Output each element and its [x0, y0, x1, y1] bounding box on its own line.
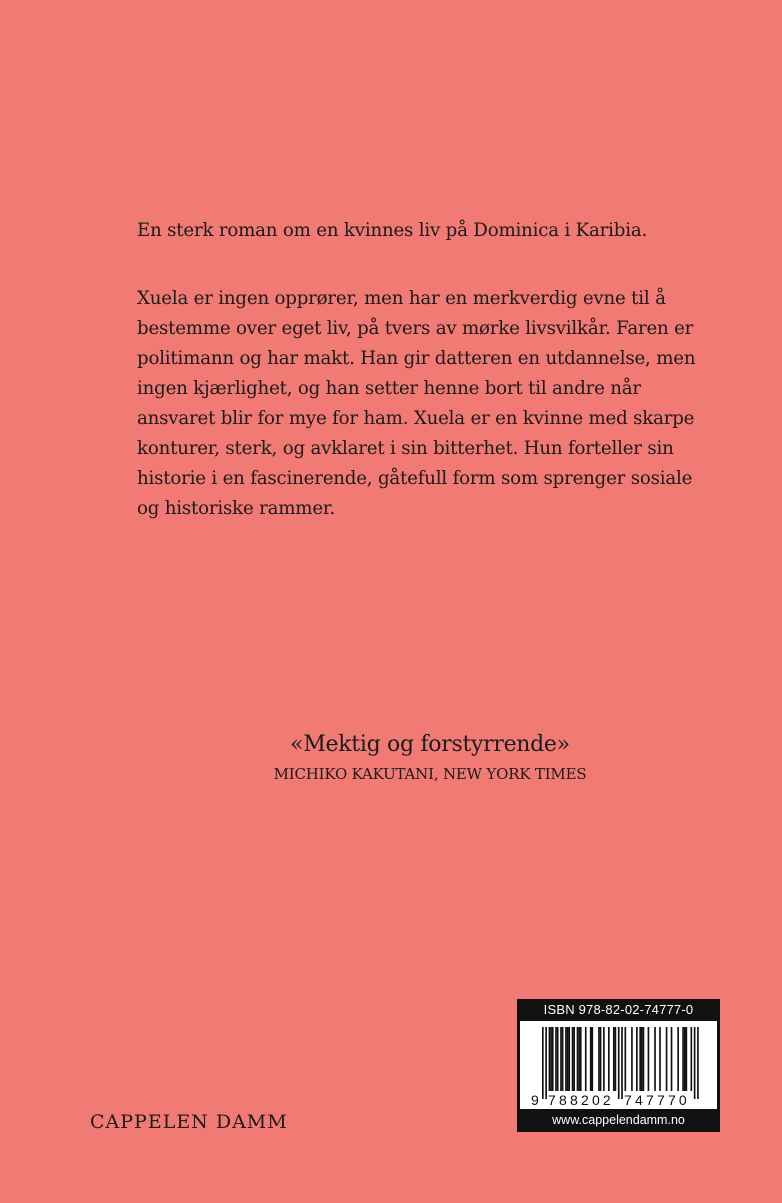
- publisher-website: www.cappelendamm.no: [552, 1113, 685, 1127]
- barcode-bar: [572, 1027, 574, 1091]
- blurb-body: Xuela er ingen opprører, men har en merkverdig evne til å bestemme over eget liv, på tvers av mørke livsvilkår. Faren er politimann og har makt. Han gir datteren en utdannelse, men ingen kjærlighet, og han setter henne bort til andre når ansvaret blir for mye for ham. Xuela er en kvinne med skarpe konturer, sterk, og avklaret i sin bitterhet. Hun forteller sin historie i en fascinerende, gåtefull form som sprenger sosiale og historiske rammer.: [137, 288, 696, 519]
- barcode-bar: [598, 1027, 600, 1091]
- barcode-bar: [578, 1027, 580, 1091]
- barcode-bar: [684, 1027, 686, 1091]
- barcode-bar: [542, 1027, 544, 1099]
- barcode-bar: [697, 1027, 699, 1099]
- barcode-bar: [691, 1027, 693, 1091]
- quote-source: MICHIKO KAKUTANI, NEW YORK TIMES: [273, 765, 587, 783]
- barcode-bar: [557, 1027, 559, 1091]
- barcode-bar: [648, 1027, 650, 1091]
- barcode-bar: [618, 1027, 620, 1099]
- barcode-bar: [643, 1027, 645, 1091]
- barcode-bar: [573, 1027, 575, 1091]
- barcode-bar: [565, 1027, 567, 1091]
- barcode-lead-digit: 9: [531, 1092, 539, 1108]
- barcode-bar: [590, 1027, 592, 1091]
- barcode-bar: [659, 1027, 661, 1091]
- barcode-bar: [568, 1027, 570, 1091]
- barcode-bar: [639, 1027, 641, 1091]
- barcode-bar: [560, 1027, 562, 1091]
- barcode-bars: [520, 1021, 717, 1109]
- barcode-bar: [549, 1027, 551, 1091]
- barcode-bar: [613, 1027, 615, 1091]
- barcode-right-digits: 747770: [624, 1092, 690, 1108]
- barcode-bar: [615, 1027, 617, 1091]
- barcode-bar: [552, 1027, 554, 1091]
- barcode-bar: [562, 1027, 564, 1091]
- barcode-bar: [603, 1027, 605, 1091]
- barcode-bar: [682, 1027, 684, 1091]
- barcode-bar: [631, 1027, 633, 1091]
- barcode-bar: [654, 1027, 656, 1091]
- barcode-bar: [580, 1027, 582, 1091]
- publisher-logo: CAPPELEN DAMM: [90, 1111, 288, 1133]
- blurb: [137, 216, 717, 562]
- barcode-bar: [545, 1027, 547, 1099]
- barcode-bar: [686, 1027, 688, 1091]
- isbn-number: ISBN 978-82-02-74777-0: [543, 1002, 694, 1017]
- barcode-bar: [641, 1027, 643, 1091]
- barcode-left-digits: 788202: [548, 1092, 614, 1108]
- barcode-bar: [694, 1027, 696, 1099]
- barcode-bar: [555, 1027, 557, 1091]
- quote-text: «Mektig og forstyrrende»: [290, 732, 570, 757]
- barcode-bar: [592, 1027, 594, 1091]
- barcode-bar: [550, 1027, 552, 1091]
- barcode-panel: [517, 999, 720, 1132]
- barcode-bar: [625, 1027, 627, 1091]
- barcode-bar: [677, 1027, 679, 1091]
- barcode-bar: [600, 1027, 602, 1091]
- barcode-bar: [577, 1027, 579, 1091]
- barcode-bar: [636, 1027, 638, 1091]
- barcode-bar: [666, 1027, 668, 1091]
- barcode-bar: [671, 1027, 673, 1091]
- barcode-bar: [621, 1027, 623, 1099]
- barcode: [520, 1021, 717, 1109]
- barcode-bar: [585, 1027, 587, 1091]
- barcode-bar: [567, 1027, 569, 1091]
- barcode-bar: [608, 1027, 610, 1091]
- review-quote: [240, 730, 620, 786]
- blurb-intro: En sterk roman om en kvinnes liv på Dominica i Karibia.: [137, 220, 648, 241]
